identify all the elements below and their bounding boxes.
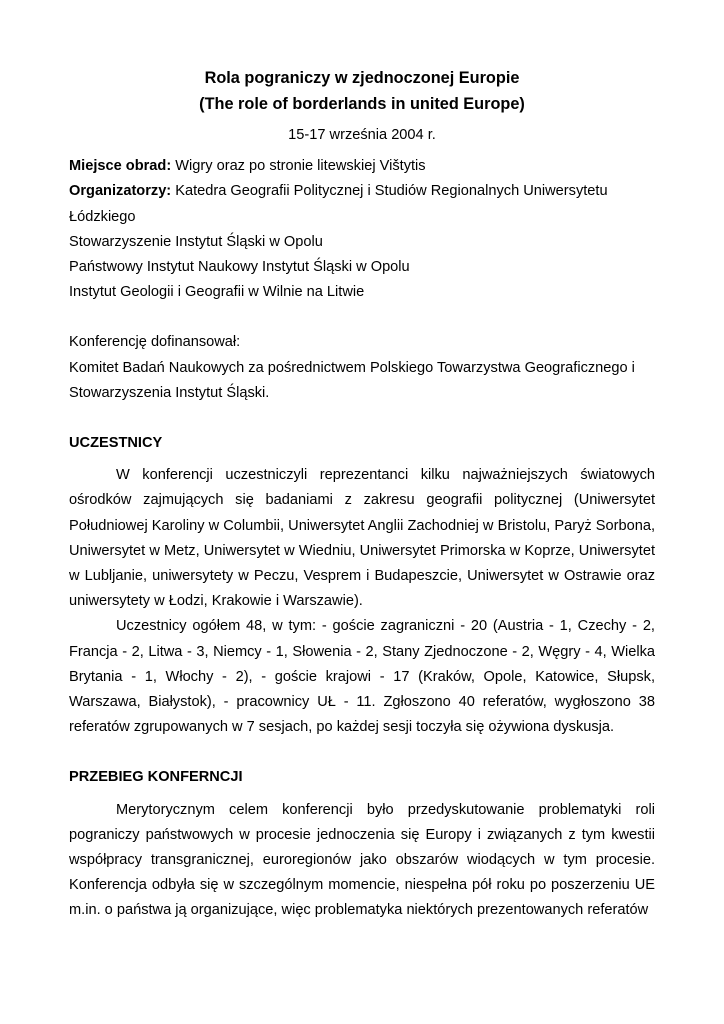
- title-english: (The role of borderlands in united Europe): [199, 95, 525, 113]
- spacer: [69, 740, 655, 765]
- proceedings-paragraph-1: Merytorycznym celem konferencji było przedyskutowanie problematyki roli pograniczy państwowych w procesie jednoczenia się Europy i związanych z tym kwestii współpracy transgranicznej, euroregionów jako obszarów wiodących w tym procesie. Konferencja odbyła się w szczególnym momencie, niespełna pół roku po poszerzeniu UE m.in. o państwa ją organizujące, więc problematyka niektórych prezentowanych referatów: [69, 801, 655, 919]
- spacer: [69, 305, 655, 330]
- venue-value: Wigry oraz po stronie litewskiej Vištytis: [175, 158, 426, 175]
- organizer-2: Stowarzyszenie Instytut Śląski w Opolu: [69, 233, 323, 250]
- organizer-4: Instytut Geologii i Geografii w Wilnie na Litwie: [69, 284, 365, 301]
- spacer: [69, 791, 655, 798]
- section-heading-participants: UCZESTNICY: [69, 435, 163, 452]
- organizer-3: Państwowy Instytut Naukowy Instytut Śląski w Opolu: [69, 259, 410, 276]
- venue-label: Miejsce obrad:: [69, 158, 172, 175]
- organizer-1: Katedra Geografii Politycznej i Studiów Regionalnych Uniwersytetu Łódzkiego: [69, 183, 608, 225]
- organizers-line: [69, 179, 655, 229]
- conference-date: 15-17 września 2004 r.: [288, 127, 436, 143]
- document-page: [69, 58, 655, 924]
- funding-intro: Konferencję dofinansował:: [69, 334, 241, 351]
- spacer: [69, 406, 655, 431]
- funding-text: Komitet Badań Naukowych za pośrednictwem Polskiego Towarzystwa Geograficznego i Stowarzyszenia Instytut Śląski.: [69, 359, 635, 401]
- section-heading-proceedings: PRZEBIEG KONFERNCJI: [69, 769, 243, 786]
- organizers-label: Organizatorzy:: [69, 183, 172, 200]
- venue-line: [69, 154, 655, 179]
- participants-paragraph-2: Uczestnicy ogółem 48, w tym: - goście zagraniczni - 20 (Austria - 1, Czechy - 2, Francja - 2, Litwa - 3, Niemcy - 1, Słowenia - 2, Stany Zjednoczone - 2, Węgry - 4, Wielka Brytania - 1, Włochy - 2), - goście krajowi - 17 (Kraków, Opole, Katowice, Słupsk, Warszawa, Białystok), - pracownicy UŁ - 11. Zgłoszono 40 referatów, wygłoszono 38 referatów zgrupowanych w 7 sesjach, po każdej sesji toczyła się ożywiona dyskusja.: [69, 618, 655, 736]
- title-polish: Rola pograniczy w zjednoczonej Europie: [204, 69, 520, 87]
- participants-paragraph-1: W konferencji uczestniczyli reprezentanci kilku najważniejszych światowych ośrodków zajmujących się badaniami z zakresu geografii politycznej (Uniwersytet Południowej Karoliny w Columbii, Uniwersytet Anglii Zachodniej w Bristolu, Paryż Sorbona, Uniwersytet w Metz, Uniwersytet w Wiedniu, Uniwersytet Primorska w Koprze, Uniwersytet w Lubljanie, uniwersytety w Peczu, Vesprem i Budapeszcie, Uniwersytet w Ostrawie oraz uniwersytety w Łodzi, Krakowie i Warszawie).: [69, 467, 655, 610]
- spacer: [69, 456, 655, 463]
